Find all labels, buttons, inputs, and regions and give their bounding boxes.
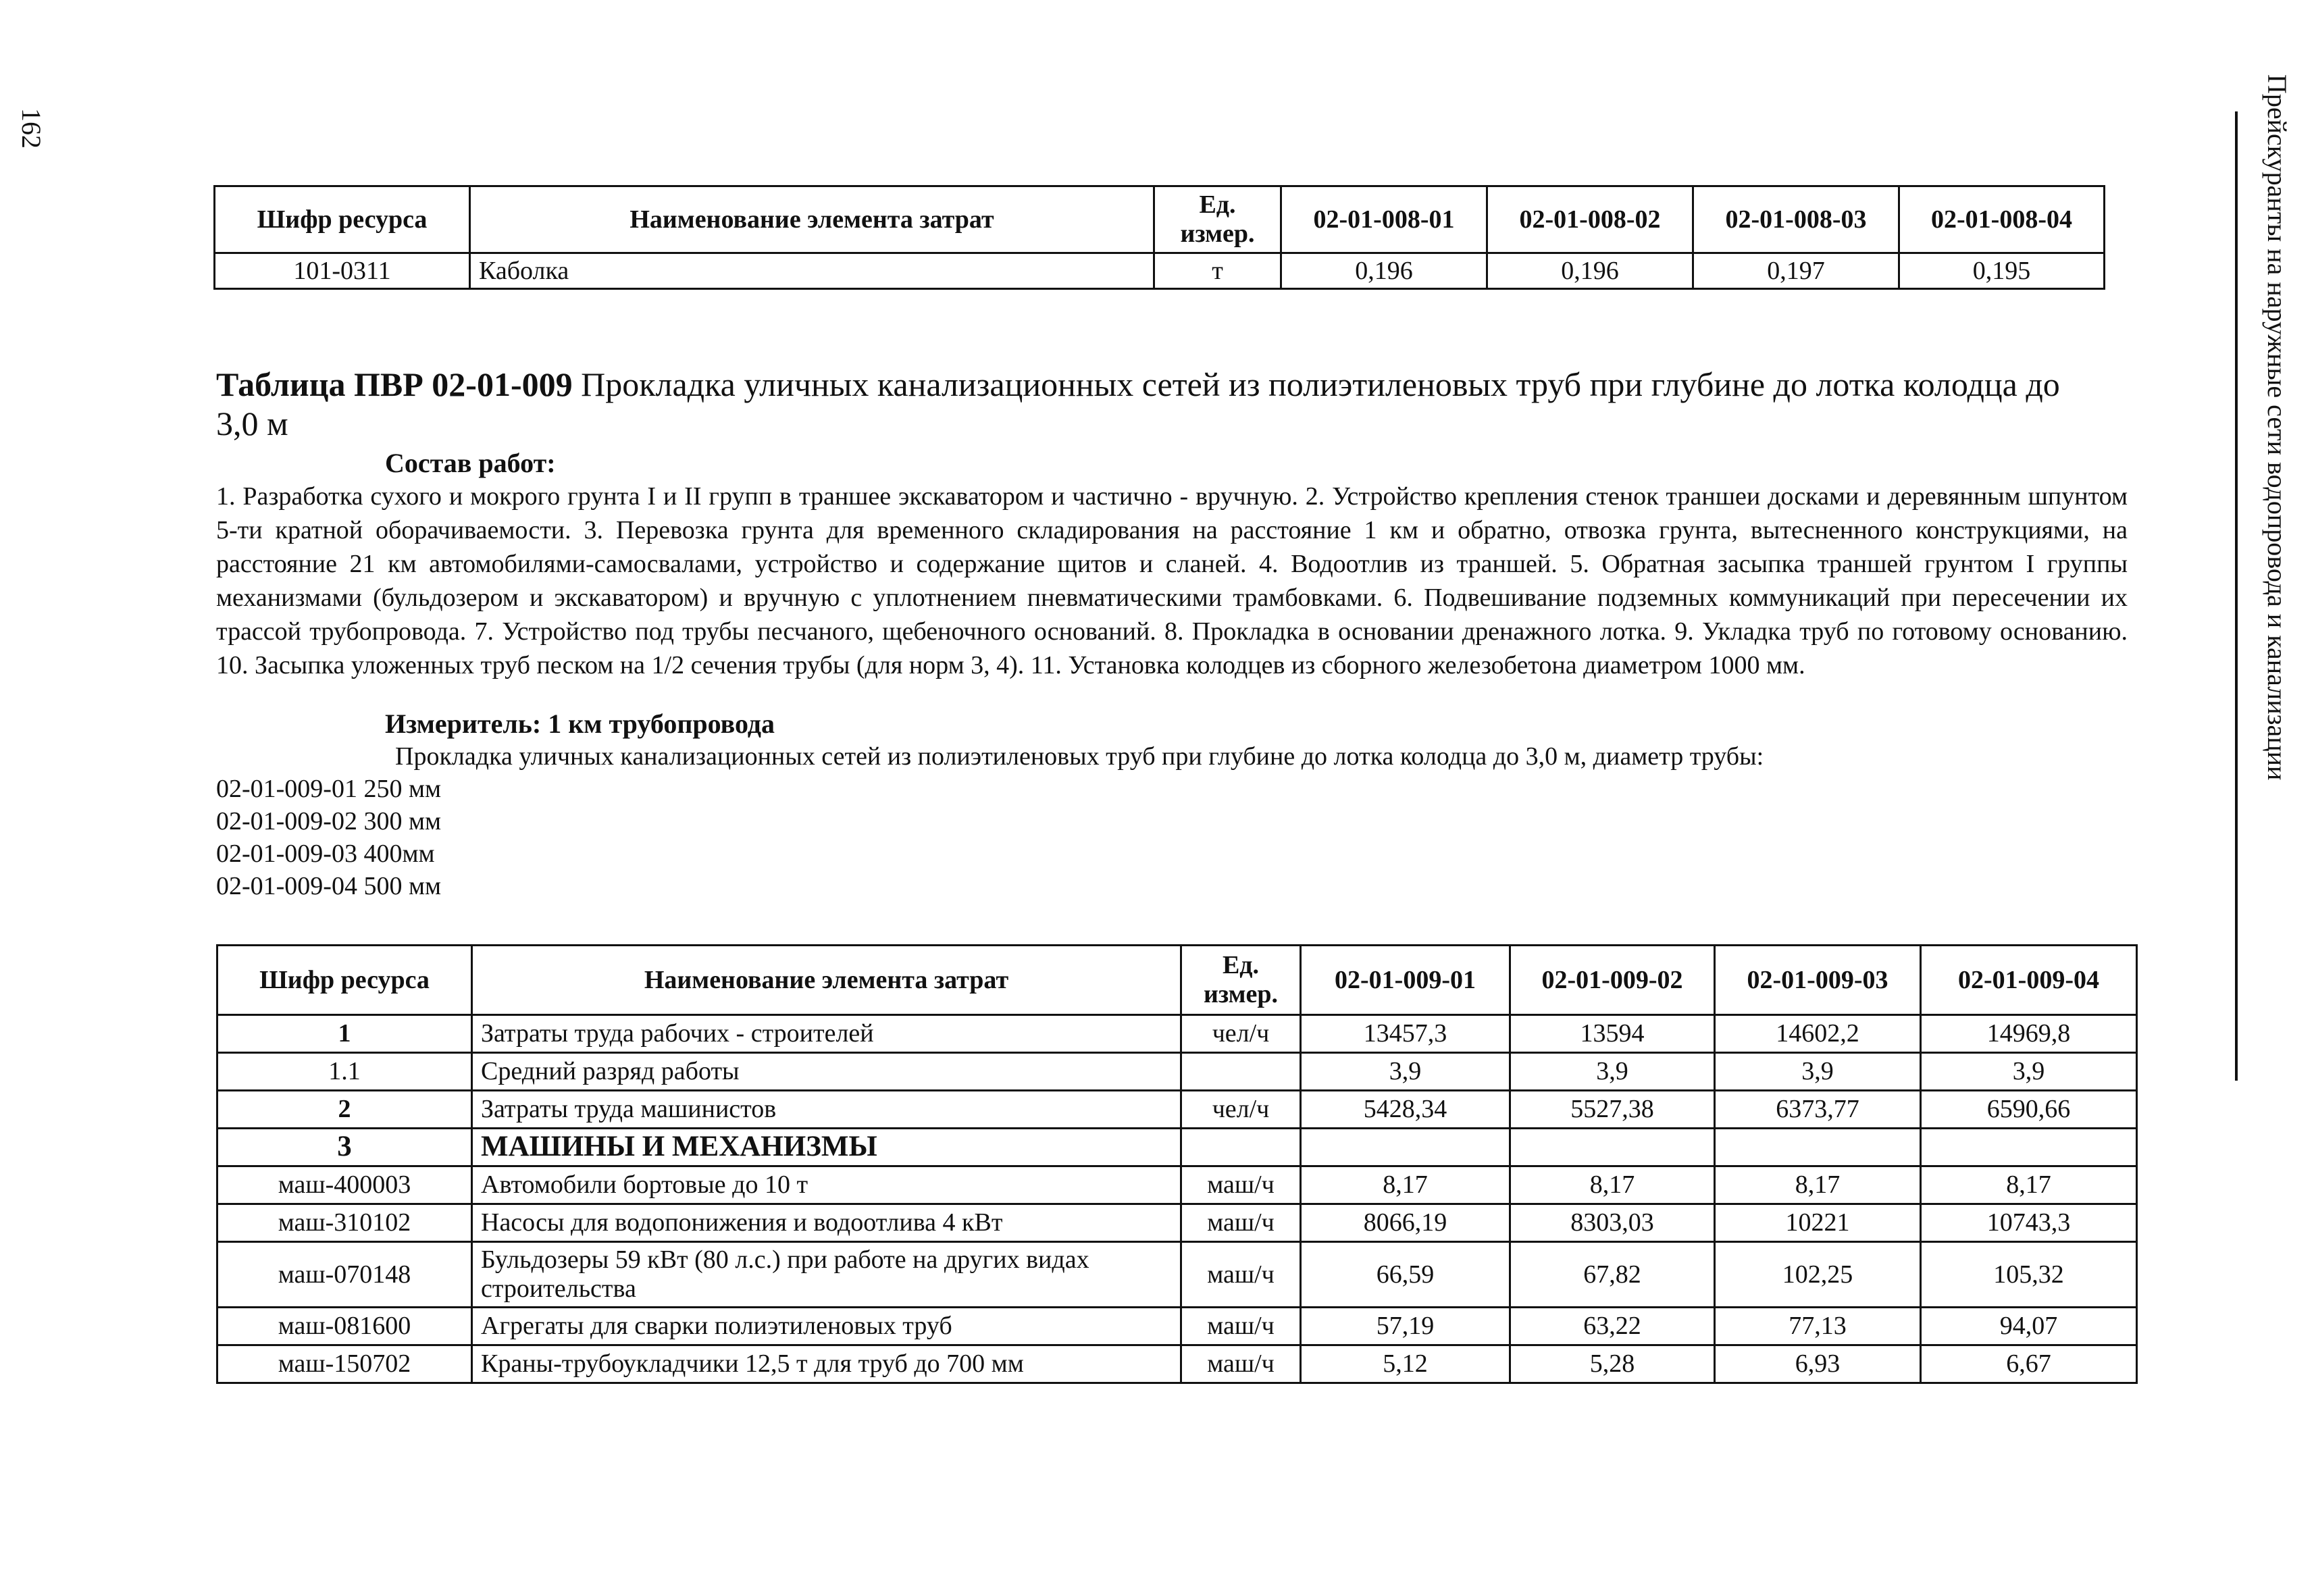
resource-code: маш-150702	[217, 1345, 472, 1383]
value-cell: 14602,2	[1715, 1015, 1921, 1053]
value-cell: 0,195	[1899, 253, 2105, 289]
value-cell: 5428,34	[1301, 1091, 1510, 1129]
col-header-norm: 02-01-008-03	[1693, 186, 1899, 253]
value-cell: 94,07	[1921, 1308, 2137, 1345]
col-header-norm: 02-01-009-04	[1921, 946, 2137, 1015]
value-cell: 0,196	[1281, 253, 1487, 289]
value-cell: 8303,03	[1510, 1204, 1715, 1242]
col-header-code: Шифр ресурса	[217, 946, 472, 1015]
table-row	[217, 1345, 2137, 1383]
value-cell: 8,17	[1510, 1166, 1715, 1204]
value-cell: 105,32	[1921, 1242, 2137, 1308]
unit: маш/ч	[1181, 1204, 1301, 1242]
resource-name: Краны-трубоукладчики 12,5 т для труб до 700 мм	[472, 1345, 1181, 1383]
value-cell: 8,17	[1301, 1166, 1510, 1204]
value-cell: 57,19	[1301, 1308, 1510, 1345]
value-cell: 5527,38	[1510, 1091, 1715, 1129]
value-cell: 6,67	[1921, 1345, 2137, 1383]
unit: маш/ч	[1181, 1345, 1301, 1383]
value-cell: 5,12	[1301, 1345, 1510, 1383]
value-cell: 3,9	[1715, 1053, 1921, 1091]
col-header-norm: 02-01-009-01	[1301, 946, 1510, 1015]
unit: маш/ч	[1181, 1308, 1301, 1345]
value-cell: 3,9	[1510, 1053, 1715, 1091]
resource-name: Агрегаты для сварки полиэтиленовых труб	[472, 1308, 1181, 1345]
table-header-row	[217, 946, 2137, 1015]
value-cell: 6590,66	[1921, 1091, 2137, 1129]
col-header-unit: Ед. измер.	[1181, 946, 1301, 1015]
resource-name: Затраты труда рабочих - строителей	[472, 1015, 1181, 1053]
col-header-norm: 02-01-008-01	[1281, 186, 1487, 253]
value-cell: 10743,3	[1921, 1204, 2137, 1242]
value-cell: 5,28	[1510, 1345, 1715, 1383]
value-cell	[1715, 1129, 1921, 1166]
unit: маш/ч	[1181, 1166, 1301, 1204]
table-row	[217, 1242, 2137, 1308]
table-row	[217, 1053, 2137, 1091]
resource-code: маш-400003	[217, 1166, 472, 1204]
resource-code: 1.1	[217, 1053, 472, 1091]
value-cell: 10221	[1715, 1204, 1921, 1242]
value-cell: 8066,19	[1301, 1204, 1510, 1242]
table-section-row	[217, 1129, 2137, 1166]
variant-line: 02-01-009-04 500 мм	[216, 872, 442, 900]
unit: чел/ч	[1181, 1091, 1301, 1129]
col-header-name: Наименование элемента затрат	[470, 186, 1154, 253]
side-divider	[2235, 111, 2238, 1081]
table-heading	[216, 365, 2101, 443]
resource-code: маш-070148	[217, 1242, 472, 1308]
value-cell: 0,197	[1693, 253, 1899, 289]
table-row	[217, 1308, 2137, 1345]
resource-code: 1	[217, 1015, 472, 1053]
work-label: Состав работ:	[385, 448, 556, 478]
value-cell: 102,25	[1715, 1242, 1921, 1308]
col-header-norm: 02-01-008-02	[1487, 186, 1693, 253]
unit: т	[1154, 253, 1281, 289]
work-description: 1. Разработка сухого и мокрого грунта I и II групп в траншее экскаватором и частично - вручную. 2. Устройство крепления стенок траншеи досками и деревянным шпунтом 5-ти кратной оборачиваемости. 3. Перевозка грунта для временного складирования на расстояние 1 км и обратно, отвозка грунта, вытесненного конструкциями, на расстояние 21 км автомобилями-самосвалами, устройство и содержание щитов и сланей. 4. Водоотлив из траншей. 5. Обратная засыпка траншей грунтом I группы механизмами (бульдозером и экскаватором) и вручную с уплотнением пневматическими трамбовками. 6. Подвешивание подземных коммуникаций при пересечении их трассой трубопровода. 7. Устройство под трубы песчаного, щебеночного оснований. 8. Прокладка в основании дренажного лотка. 9. Укладка труб по готовому основанию. 10. Засыпка уложенных труб песком на 1/2 сечения трубы (для норм 3, 4). 11. Установка колодцев из сборного железобетона диаметром 1000 мм.	[216, 482, 2128, 679]
value-cell: 13457,3	[1301, 1015, 1510, 1053]
resource-code: 101-0311	[215, 253, 470, 289]
value-cell	[1510, 1129, 1715, 1166]
section-title: МАШИНЫ И МЕХАНИЗМЫ	[472, 1129, 1181, 1166]
resource-name: Насосы для водопонижения и водоотлива 4 кВт	[472, 1204, 1181, 1242]
table-row	[217, 1091, 2137, 1129]
table-id: Таблица ПВР 02-01-009	[216, 365, 573, 403]
table-row	[215, 253, 2105, 289]
value-cell: 14969,8	[1921, 1015, 2137, 1053]
value-cell: 0,196	[1487, 253, 1693, 289]
value-cell: 67,82	[1510, 1242, 1715, 1308]
resource-name: Автомобили бортовые до 10 т	[472, 1166, 1181, 1204]
value-cell: 63,22	[1510, 1308, 1715, 1345]
unit: маш/ч	[1181, 1242, 1301, 1308]
resource-name: Каболка	[470, 253, 1154, 289]
value-cell: 6,93	[1715, 1345, 1921, 1383]
resource-name: Затраты труда машинистов	[472, 1091, 1181, 1129]
table-title: Прокладка уличных канализационных сетей из полиэтиленовых труб при глубине до лотка колодца до 3,0 м	[216, 365, 2060, 442]
running-title: Прейскуранты на наружные сети водопровода и канализации	[2262, 74, 2292, 781]
col-header-norm: 02-01-008-04	[1899, 186, 2105, 253]
section-code: 3	[217, 1129, 472, 1166]
measure-label: Измеритель: 1 км трубопровода	[385, 709, 775, 739]
col-header-norm: 02-01-009-02	[1510, 946, 1715, 1015]
resource-name: Средний разряд работы	[472, 1053, 1181, 1091]
variant-line: 02-01-009-03 400мм	[216, 840, 435, 868]
table-row	[217, 1204, 2137, 1242]
col-header-code: Шифр ресурса	[215, 186, 470, 253]
col-header-name: Наименование элемента затрат	[472, 946, 1181, 1015]
table-row	[217, 1015, 2137, 1053]
intro-text: Прокладка уличных канализационных сетей из полиэтиленовых труб при глубине до лотка колодца до 3,0 м, диаметр трубы:	[395, 742, 1764, 771]
value-cell: 8,17	[1921, 1166, 2137, 1204]
page-number: 162	[16, 108, 47, 149]
variant-line: 02-01-009-01 250 мм	[216, 775, 442, 803]
variant-line: 02-01-009-02 300 мм	[216, 807, 442, 835]
resource-code: маш-081600	[217, 1308, 472, 1345]
value-cell: 77,13	[1715, 1308, 1921, 1345]
value-cell	[1301, 1129, 1510, 1166]
resource-table-009	[216, 944, 2138, 1384]
unit	[1181, 1129, 1301, 1166]
value-cell	[1921, 1129, 2137, 1166]
value-cell: 6373,77	[1715, 1091, 1921, 1129]
resource-table-008	[213, 185, 2105, 290]
resource-code: маш-310102	[217, 1204, 472, 1242]
unit	[1181, 1053, 1301, 1091]
value-cell: 13594	[1510, 1015, 1715, 1053]
unit: чел/ч	[1181, 1015, 1301, 1053]
col-header-unit: Ед. измер.	[1154, 186, 1281, 253]
value-cell: 3,9	[1301, 1053, 1510, 1091]
resource-code: 2	[217, 1091, 472, 1129]
table-header-row	[215, 186, 2105, 253]
resource-name: Бульдозеры 59 кВт (80 л.с.) при работе на других видах строительства	[472, 1242, 1181, 1308]
value-cell: 3,9	[1921, 1053, 2137, 1091]
table-row	[217, 1166, 2137, 1204]
value-cell: 8,17	[1715, 1166, 1921, 1204]
col-header-norm: 02-01-009-03	[1715, 946, 1921, 1015]
value-cell: 66,59	[1301, 1242, 1510, 1308]
